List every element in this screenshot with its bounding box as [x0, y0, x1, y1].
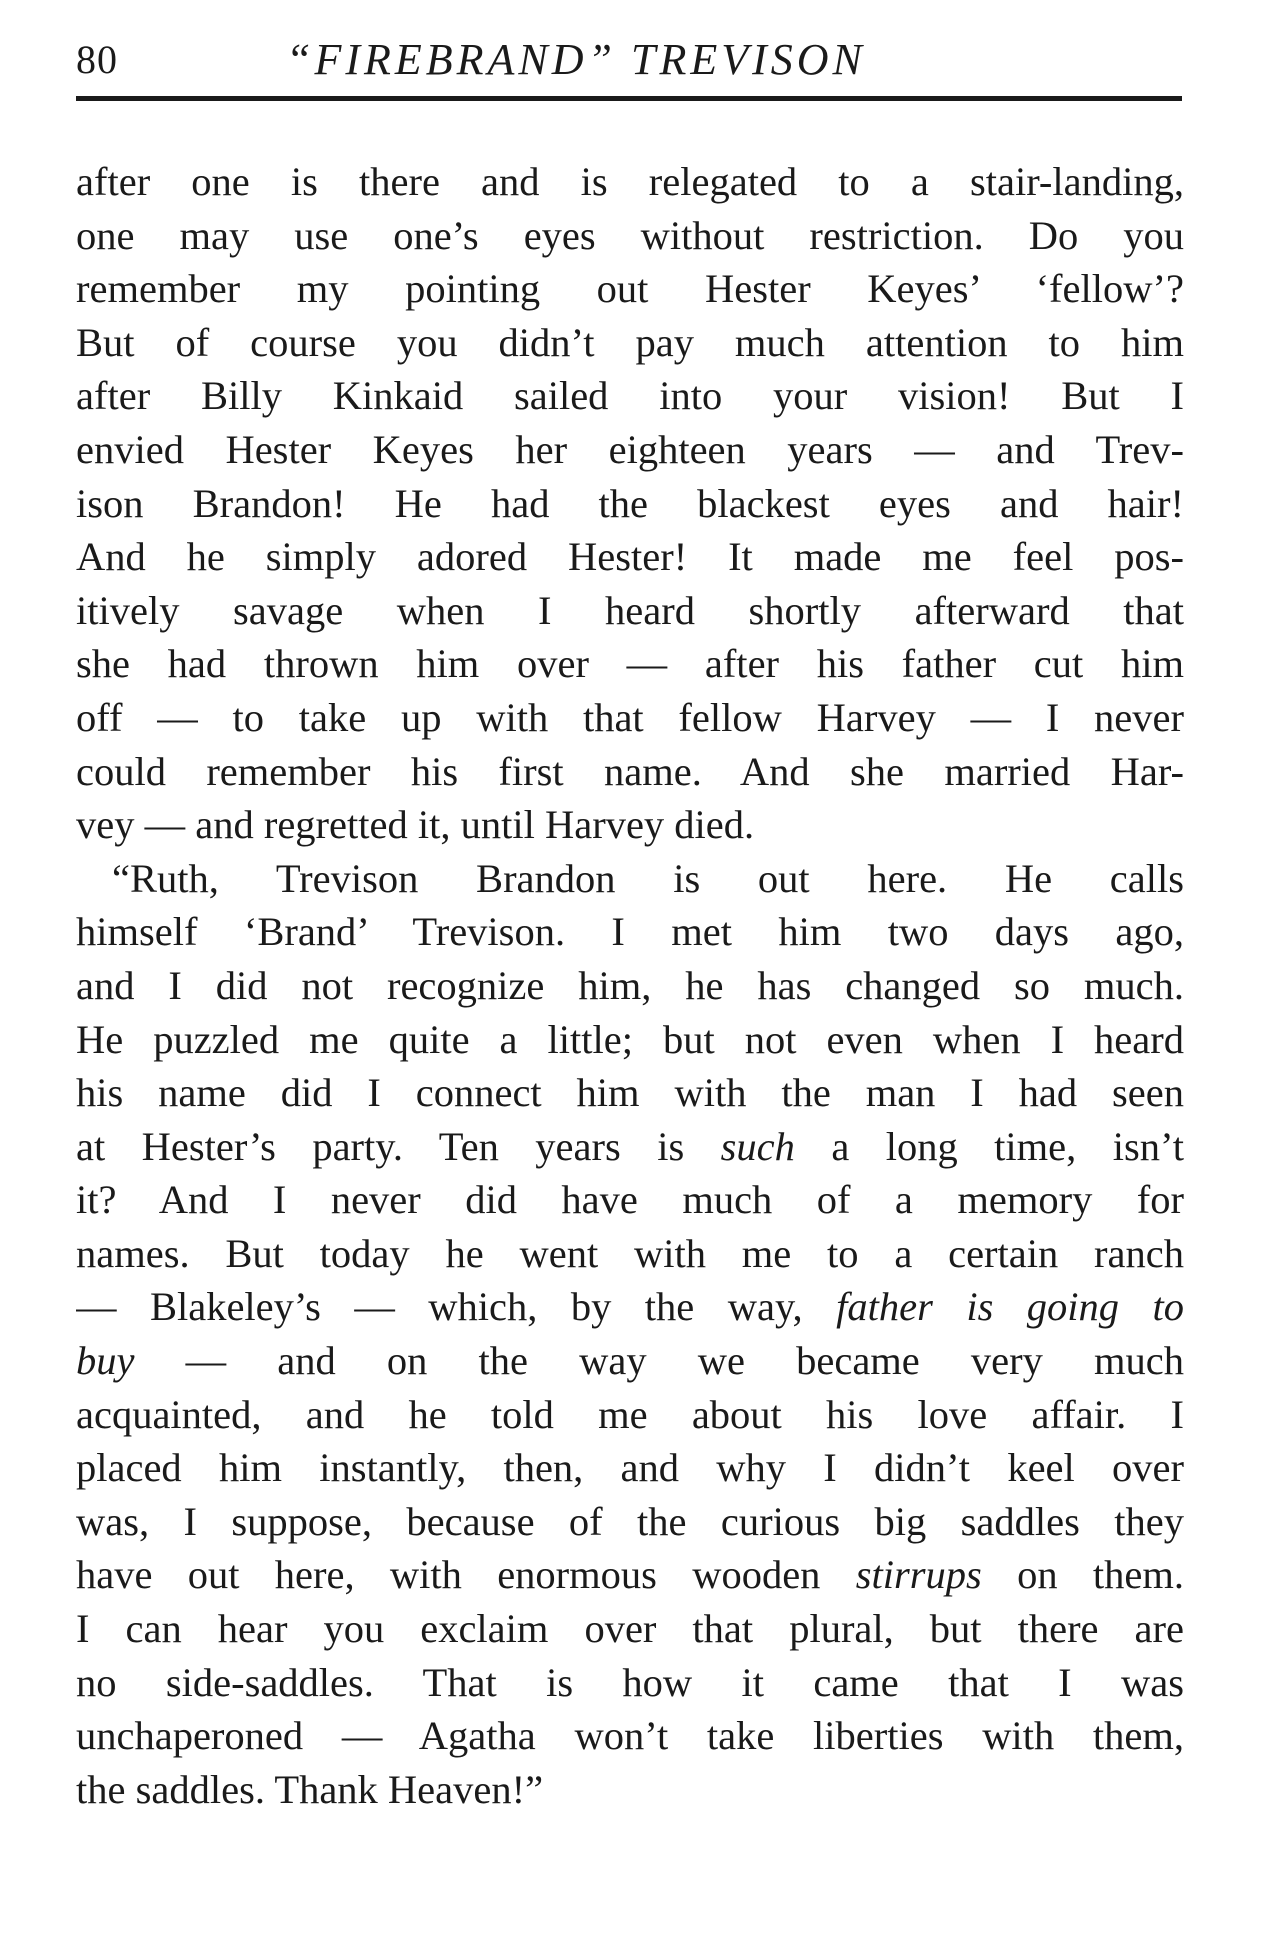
text-line: ison Brandon! He had the blackest eyes and hair! — [76, 480, 1184, 526]
text-line: I can hear you exclaim over that plural, but there are — [76, 1606, 1184, 1652]
running-head — [76, 30, 1186, 92]
text-line: placed him instantly, then, and why I didn’t keel over — [76, 1445, 1184, 1491]
text-line: could remember his first name. And she married Har- — [76, 748, 1184, 794]
text-line: But of course you didn’t pay much attention to him — [76, 319, 1184, 365]
text-segment: — Blakeley’s — which, by the way, — [76, 1284, 837, 1330]
text-line: He puzzled me quite a little; but not even when I heard — [76, 1016, 1184, 1062]
text-line: his name did I connect him with the man I had seen — [76, 1070, 1184, 1116]
text-line — [76, 1334, 1184, 1388]
text-line: was, I suppose, because of the curious big saddles they — [76, 1498, 1184, 1544]
text-segment: — and on the way we became very much — [134, 1338, 1184, 1384]
body-text — [76, 155, 1184, 1816]
text-line — [76, 1548, 1184, 1602]
text-line: no side-saddles. That is how it came that I was — [76, 1659, 1184, 1705]
text-line: unchaperoned — Agatha won’t take liberties with them, — [76, 1713, 1184, 1759]
text-line: himself ‘Brand’ Trevison. I met him two days ago, — [76, 909, 1184, 955]
text-line-paragraph-start: “Ruth, Trevison Brandon is out here. He calls — [112, 855, 1184, 901]
italic-text: buy — [76, 1338, 135, 1384]
page-number: 80 — [76, 37, 118, 82]
text-line — [76, 1120, 1184, 1174]
text-line: one may use one’s eyes without restriction. Do you — [76, 212, 1184, 258]
text-line: vey — and regretted it, until Harvey died. — [76, 802, 755, 848]
text-line: acquainted, and he told me about his love affair. I — [76, 1391, 1184, 1437]
text-line: itively savage when I heard shortly afterward that — [76, 587, 1184, 633]
text-line: names. But today he went with me to a certain ranch — [76, 1230, 1184, 1276]
text-line: envied Hester Keyes her eighteen years — and Trev- — [76, 426, 1184, 472]
text-line: And he simply adored Hester! It made me feel pos- — [76, 534, 1184, 580]
text-segment: at Hester’s party. Ten years is — [76, 1123, 721, 1169]
text-line: and I did not recognize him, he has changed so much. — [76, 962, 1184, 1008]
text-line: after one is there and is relegated to a stair-landing, — [76, 159, 1184, 204]
text-line: after Billy Kinkaid sailed into your vision! But I — [76, 373, 1184, 419]
text-line: remember my pointing out Hester Keyes’ ‘fellow’? — [76, 266, 1184, 312]
running-title: “FIREBRAND” TREVISON — [286, 35, 866, 84]
text-segment: a long time, isn’t — [794, 1123, 1184, 1169]
text-line: the saddles. Thank Heaven!” — [76, 1766, 544, 1812]
text-segment: on them. — [981, 1552, 1184, 1598]
italic-text: such — [720, 1123, 795, 1169]
header-rule — [76, 96, 1182, 101]
text-line: she had thrown him over — after his father cut him — [76, 641, 1184, 687]
text-line — [76, 1280, 1184, 1334]
text-line: it? And I never did have much of a memory for — [76, 1177, 1184, 1223]
text-line: off — to take up with that fellow Harvey — I never — [76, 694, 1184, 740]
italic-text: father is going to — [836, 1284, 1184, 1330]
italic-text: stirrups — [855, 1552, 982, 1598]
text-segment: have out here, with enormous wooden — [76, 1552, 856, 1598]
